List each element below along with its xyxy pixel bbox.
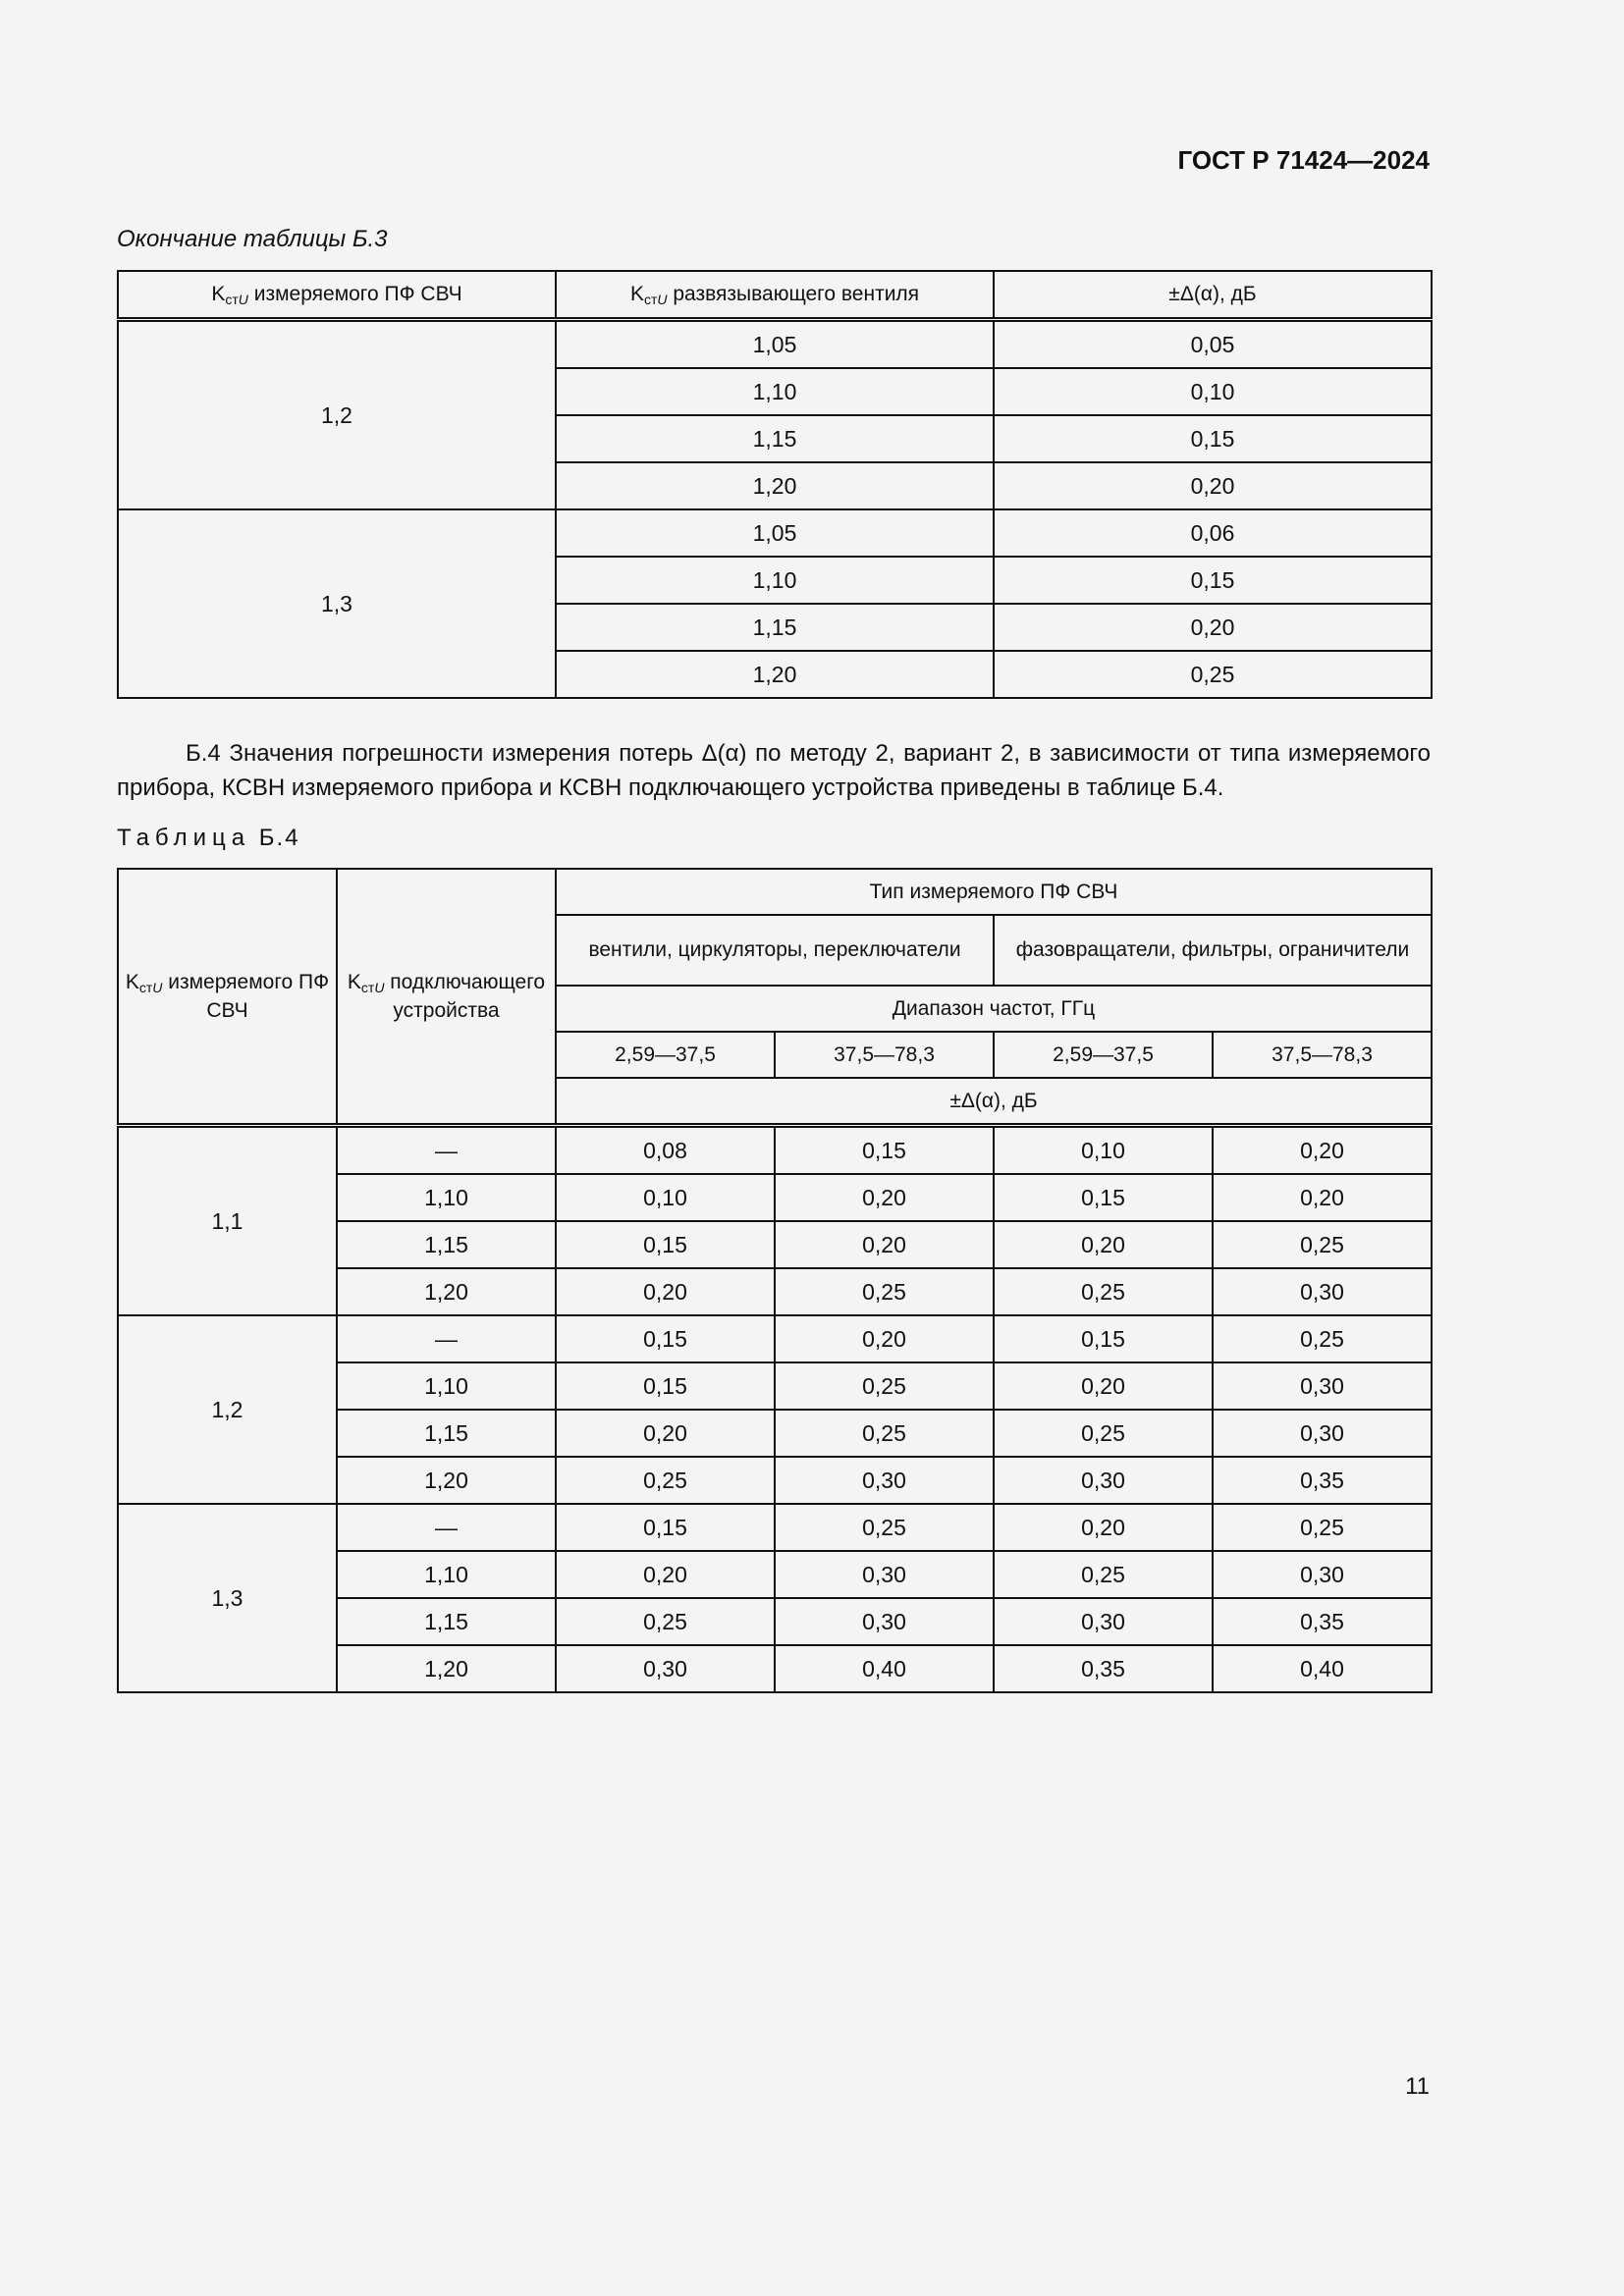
table-cell: 1,10 bbox=[556, 557, 994, 604]
table-cell: 1,20 bbox=[556, 462, 994, 509]
table-cell: 0,40 bbox=[775, 1645, 994, 1692]
table-cell: 0,30 bbox=[1213, 1410, 1432, 1457]
t3-header-kst-isolator: $K_{стU}$ развязывающего вентиля bbox=[556, 271, 994, 320]
table-cell: 0,30 bbox=[1213, 1268, 1432, 1315]
table-cell: 0,08 bbox=[556, 1126, 775, 1175]
table-cell: 0,25 bbox=[775, 1504, 994, 1551]
table-cell: 0,30 bbox=[1213, 1362, 1432, 1410]
table-row bbox=[118, 1126, 1432, 1175]
table-cell: 1,15 bbox=[556, 415, 994, 462]
table-cell: 0,20 bbox=[775, 1221, 994, 1268]
table-cell: 1,15 bbox=[337, 1598, 556, 1645]
table-cell: 0,20 bbox=[1213, 1126, 1432, 1175]
table-cell: 0,05 bbox=[994, 320, 1432, 369]
table-cell: 0,20 bbox=[994, 462, 1432, 509]
page-number: 11 bbox=[1405, 2073, 1430, 2100]
t4-header-group-phase-shifters: фазовращатели, фильтры, ограничители bbox=[994, 915, 1432, 986]
table-cell: 0,25 bbox=[556, 1598, 775, 1645]
kst-group-cell: 1,2 bbox=[118, 320, 556, 510]
table-cell: 0,30 bbox=[775, 1457, 994, 1504]
table-b4-caption: Таблица Б.4 bbox=[117, 825, 300, 851]
table-cell: 1,15 bbox=[337, 1410, 556, 1457]
kst-group-cell: 1,3 bbox=[118, 509, 556, 698]
table-cell: 0,30 bbox=[994, 1457, 1213, 1504]
table-cell: — bbox=[337, 1504, 556, 1551]
table-cell: 1,10 bbox=[337, 1362, 556, 1410]
table-cell: 0,20 bbox=[994, 1221, 1213, 1268]
kst-group-cell: 1,2 bbox=[118, 1315, 337, 1504]
table-cell: 0,15 bbox=[994, 1315, 1213, 1362]
t4-header-kst-connector: $K_{стU}$ подключающего устройства bbox=[337, 869, 556, 1126]
table-cell: 0,20 bbox=[775, 1174, 994, 1221]
table-cell: 0,15 bbox=[556, 1221, 775, 1268]
table-cell: 0,25 bbox=[1213, 1315, 1432, 1362]
table-cell: 0,15 bbox=[775, 1126, 994, 1175]
table-cell: 0,30 bbox=[556, 1645, 775, 1692]
table-cell: 0,30 bbox=[1213, 1551, 1432, 1598]
t4-header-range: 2,59—37,5 bbox=[556, 1032, 775, 1078]
table-cell: 0,20 bbox=[994, 1504, 1213, 1551]
table-cell: 0,35 bbox=[1213, 1598, 1432, 1645]
kst-group-cell: 1,1 bbox=[118, 1126, 337, 1316]
t3-body bbox=[118, 320, 1432, 699]
table-cell: 1,10 bbox=[337, 1174, 556, 1221]
table-cell: 1,20 bbox=[337, 1457, 556, 1504]
table-b4 bbox=[117, 868, 1433, 1693]
table-cell: 0,25 bbox=[775, 1268, 994, 1315]
table-cell: 0,20 bbox=[556, 1268, 775, 1315]
table-b3 bbox=[117, 270, 1433, 699]
table-cell: 0,20 bbox=[1213, 1174, 1432, 1221]
table-cell: 0,10 bbox=[994, 368, 1432, 415]
table-cell: 1,10 bbox=[556, 368, 994, 415]
table-row bbox=[118, 1504, 1432, 1551]
table-row bbox=[118, 1315, 1432, 1362]
table-cell: 1,05 bbox=[556, 509, 994, 557]
document-standard-number: ГОСТ Р 71424—2024 bbox=[1177, 145, 1430, 175]
table-cell: — bbox=[337, 1126, 556, 1175]
table-cell: 0,25 bbox=[1213, 1221, 1432, 1268]
table-cell: 0,15 bbox=[556, 1362, 775, 1410]
table-cell: 0,15 bbox=[994, 415, 1432, 462]
t4-header-device-type: Тип измеряемого ПФ СВЧ bbox=[556, 869, 1432, 915]
table-cell: 1,15 bbox=[337, 1221, 556, 1268]
table-row bbox=[118, 320, 1432, 369]
table-row bbox=[118, 509, 1432, 557]
table-cell: 0,20 bbox=[994, 1362, 1213, 1410]
t4-header-group-isolators: вентили, циркуляторы, переключатели bbox=[556, 915, 994, 986]
table-cell: 0,15 bbox=[994, 1174, 1213, 1221]
table-cell: 0,10 bbox=[556, 1174, 775, 1221]
table-cell: 1,20 bbox=[556, 651, 994, 698]
table-cell: 1,15 bbox=[556, 604, 994, 651]
table-cell: 0,20 bbox=[556, 1410, 775, 1457]
t4-header-frequency-range: Диапазон частот, ГГц bbox=[556, 986, 1432, 1032]
table-cell: 0,15 bbox=[556, 1504, 775, 1551]
kst-group-cell: 1,3 bbox=[118, 1504, 337, 1692]
table-cell: 0,30 bbox=[775, 1598, 994, 1645]
table-cell: 0,25 bbox=[556, 1457, 775, 1504]
table-cell: 0,20 bbox=[556, 1551, 775, 1598]
table-cell: 1,10 bbox=[337, 1551, 556, 1598]
table-cell: 1,05 bbox=[556, 320, 994, 369]
table-cell: 1,20 bbox=[337, 1268, 556, 1315]
table-cell: 0,25 bbox=[994, 651, 1432, 698]
table-cell: 0,06 bbox=[994, 509, 1432, 557]
table-cell: 0,35 bbox=[994, 1645, 1213, 1692]
table-cell: 0,20 bbox=[775, 1315, 994, 1362]
table-cell: 0,40 bbox=[1213, 1645, 1432, 1692]
t4-header-range: 37,5—78,3 bbox=[1213, 1032, 1432, 1078]
table-cell: 1,20 bbox=[337, 1645, 556, 1692]
table-cell: 0,15 bbox=[556, 1315, 775, 1362]
table-cell: 0,25 bbox=[775, 1362, 994, 1410]
t4-header-range: 2,59—37,5 bbox=[994, 1032, 1213, 1078]
table-cell: 0,30 bbox=[775, 1551, 994, 1598]
t4-header-kst-device: $K_{стU}$ измеряемого ПФ СВЧ bbox=[118, 869, 337, 1126]
table-cell: 0,25 bbox=[994, 1268, 1213, 1315]
t4-header-range: 37,5—78,3 bbox=[775, 1032, 994, 1078]
table-cell: 0,15 bbox=[994, 557, 1432, 604]
t3-header-error: ±Δ(α), дБ bbox=[994, 271, 1432, 320]
table-cell: 0,25 bbox=[775, 1410, 994, 1457]
table-b3-caption: Окончание таблицы Б.3 bbox=[117, 226, 388, 252]
table-cell: 0,25 bbox=[994, 1410, 1213, 1457]
table-cell: 0,20 bbox=[994, 604, 1432, 651]
table-cell: — bbox=[337, 1315, 556, 1362]
table-cell: 0,30 bbox=[994, 1598, 1213, 1645]
t4-body bbox=[118, 1126, 1432, 1693]
table-cell: 0,10 bbox=[994, 1126, 1213, 1175]
t4-header-unit: ±Δ(α), дБ bbox=[556, 1078, 1432, 1126]
table-cell: 0,35 bbox=[1213, 1457, 1432, 1504]
table-cell: 0,25 bbox=[994, 1551, 1213, 1598]
table-cell: 0,25 bbox=[1213, 1504, 1432, 1551]
paragraph-b4: Б.4 Значения погрешности измерения потерь Δ(α) по методу 2, вариант 2, в зависимости от типа измеряемого прибора, КСВН измеряемого прибора и КСВН подключающего устройства приведены в таблице Б.4. bbox=[117, 740, 1431, 801]
t3-header-kst-device: $K_{стU}$ измеряемого ПФ СВЧ bbox=[118, 271, 556, 320]
